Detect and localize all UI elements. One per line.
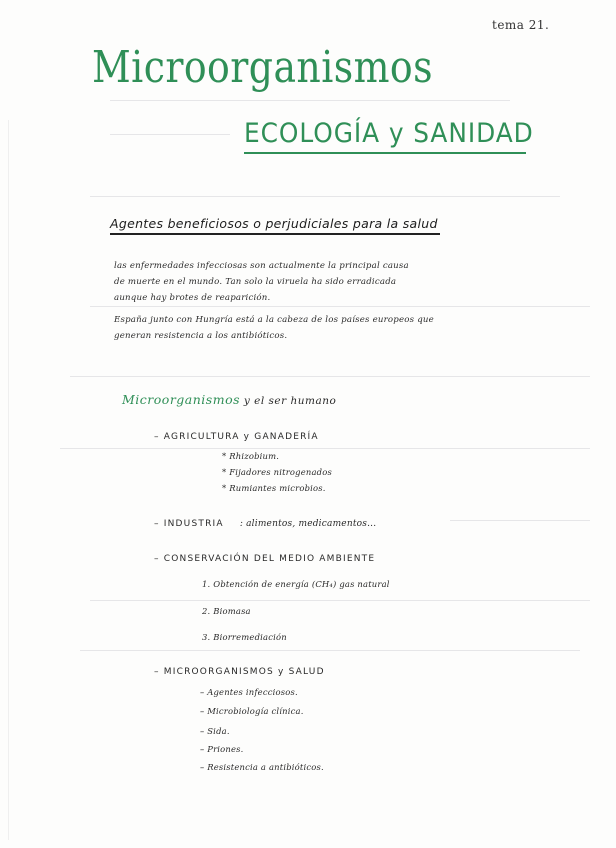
subsection-heading-rest: y el ser humano bbox=[240, 395, 337, 407]
topic-industry bbox=[154, 519, 376, 529]
intro-paragraph bbox=[114, 258, 434, 344]
paragraph-line: España junto con Hungría está a la cabeza de los países europeos que bbox=[114, 315, 434, 325]
list-item: – Microbiología clínica. bbox=[200, 706, 304, 716]
bleed-through-line bbox=[90, 196, 560, 197]
page-edge bbox=[8, 120, 9, 840]
topic-agriculture: – AGRICULTURA y GANADERÍA bbox=[154, 432, 319, 442]
paragraph-line: de muerte en el mundo. Tan solo la viruela ha sido erradicada bbox=[114, 277, 397, 287]
bleed-through-line bbox=[110, 100, 510, 101]
page-subtitle: ECOLOGÍA y SANIDAD bbox=[244, 118, 534, 149]
paragraph-line: aunque hay brotes de reaparición. bbox=[114, 293, 271, 303]
topic-industry-label: – INDUSTRIA bbox=[154, 519, 224, 529]
list-item: * Rhizobium. bbox=[222, 451, 280, 461]
subsection-heading bbox=[122, 392, 336, 407]
list-item: – Sida. bbox=[200, 726, 230, 736]
list-item: 3. Biorremediación bbox=[202, 632, 287, 642]
list-item: – Priones. bbox=[200, 744, 244, 754]
list-item: 2. Biomasa bbox=[202, 606, 251, 616]
topic-health: – MICROORGANISMOS y SALUD bbox=[154, 667, 325, 677]
bleed-through-line bbox=[60, 448, 590, 449]
bleed-through-line bbox=[80, 650, 580, 651]
list-item: * Rumiantes microbios. bbox=[222, 483, 326, 493]
paragraph-line: las enfermedades infecciosas son actualmente la principal causa bbox=[114, 261, 409, 271]
bleed-through-line bbox=[70, 376, 590, 377]
subsection-heading-first: Microorganismos bbox=[122, 392, 241, 407]
subtitle-underline bbox=[244, 152, 526, 154]
bleed-through-line bbox=[90, 600, 590, 601]
bleed-through-line bbox=[450, 520, 590, 521]
topic-industry-detail: : alimentos, medicamentos... bbox=[239, 519, 377, 529]
list-item: 1. Obtención de energía (CH₄) gas natural bbox=[202, 579, 390, 589]
list-item: – Agentes infecciosos. bbox=[200, 687, 298, 697]
section-heading: Agentes beneficiosos o perjudiciales para la salud bbox=[110, 216, 438, 231]
list-item: – Resistencia a antibióticos. bbox=[200, 762, 324, 772]
topic-number: tema 21. bbox=[492, 18, 550, 32]
section-underline bbox=[110, 233, 440, 235]
list-item: * Fijadores nitrogenados bbox=[222, 467, 332, 477]
page-title: Microorganismos bbox=[92, 42, 433, 93]
topic-environment: – CONSERVACIÓN DEL MEDIO AMBIENTE bbox=[154, 554, 376, 564]
bleed-through-line bbox=[110, 134, 230, 135]
paragraph-line: generan resistencia a los antibióticos. bbox=[114, 331, 288, 341]
